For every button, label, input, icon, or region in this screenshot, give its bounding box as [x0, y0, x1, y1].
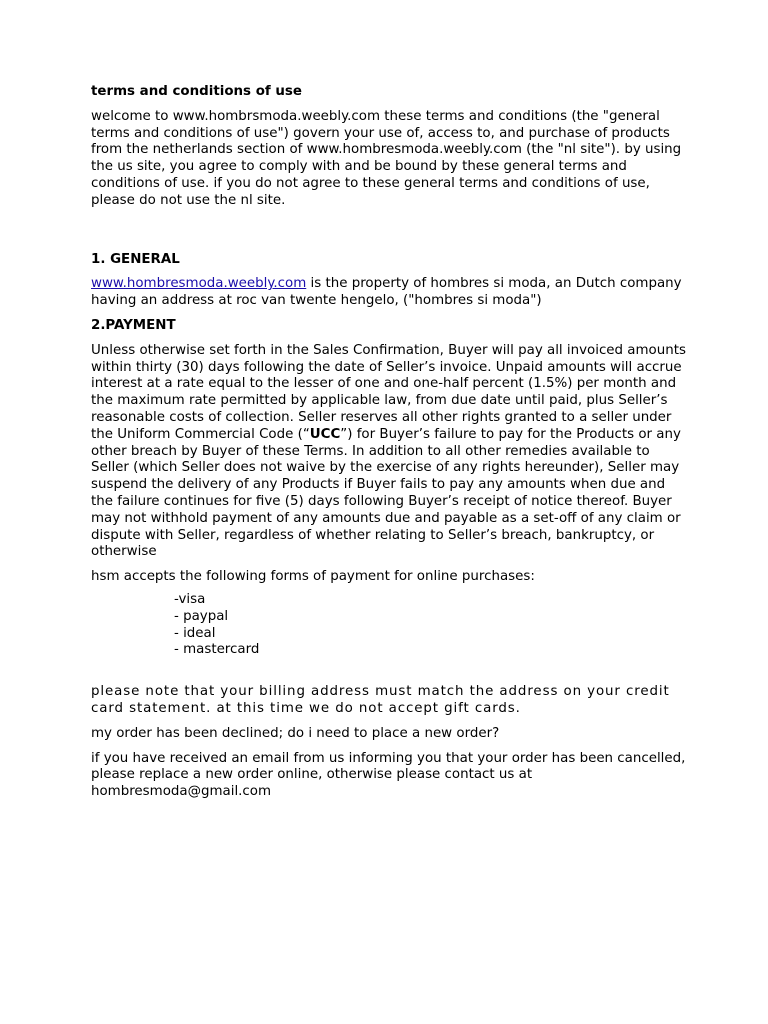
billing-note: please note that your billing address must match the address on your credit card statement. at this time we do not accept gift cards. — [91, 684, 670, 716]
declined-answer: if you have received an email from us informing you that your order has been cancelled, please replace a new order online, otherwise please contact us at hombresmoda@gmail.com — [91, 750, 686, 800]
declined-question: my order has been declined; do i need to place a new order? — [91, 725, 500, 741]
document-title: terms and conditions of use — [91, 84, 302, 99]
payment-text-part1: Unless otherwise set forth in the Sales Confirmation, Buyer will pay all invoiced amounts within thirty (30) days following the date of Seller’s invoice. Unpaid amounts will accrue interest at a rate equal to the lesser of one and one-half percent (1.5%) per month and the maximum rate permitted by applicable law, from due date until paid, plus Seller’s reasonable costs of collection. Seller reserves all other rights granted to a seller under the Uniform Commercial Code (“ — [91, 342, 686, 442]
section-spacer — [91, 218, 691, 252]
payment-form-item: - ideal — [174, 625, 216, 641]
payment-form-item: - mastercard — [174, 642, 260, 658]
general-text: is the property of hombres si moda, an Dutch company having an address at roc van twente hengelo, ("hombres si moda") — [91, 276, 682, 309]
document-page — [91, 84, 691, 809]
list-spacer — [91, 659, 691, 684]
payment-heading: 2.PAYMENT — [91, 317, 176, 333]
payment-text-part2: ”) for Buyer’s failure to pay for the Products or any other breach by Buyer of these Terms. In addition to all other remedies available to Seller (which Seller does not waive by the exercise of any rights hereunder), Seller may suspend the delivery of any Products if Buyer fails to pay any amounts when due and the failure continues for five (5) days following Buyer’s receipt of notice thereof. Buyer may not withhold payment of any amounts due and payable as a set-off of any claim or dispute with Seller, regardless of whether relating to Seller’s breach, bankruptcy, or otherwise — [91, 426, 681, 560]
payment-form-item: -visa — [174, 591, 206, 607]
payment-forms-intro: hsm accepts the following forms of payment for online purchases: — [91, 569, 535, 585]
payment-forms-list — [91, 592, 691, 659]
intro-paragraph: welcome to www.hombrsmoda.weebly.com these terms and conditions (the "general terms and conditions of use") govern your use of, access to, and purchase of products from the netherlands section of www.hombresmoda.weebly.com (the "nl site"). by using the us site, you agree to comply with and be bound by these general terms and conditions of use. if you do not agree to these general terms and conditions of use, please do not use the nl site. — [91, 108, 682, 208]
site-link[interactable]: www.hombresmoda.weebly.com — [91, 276, 307, 292]
general-paragraph — [91, 276, 691, 310]
payment-form-item: - paypal — [174, 608, 229, 624]
general-heading: 1. GENERAL — [91, 251, 180, 267]
payment-paragraph — [91, 343, 691, 561]
ucc-term: UCC — [309, 426, 341, 442]
